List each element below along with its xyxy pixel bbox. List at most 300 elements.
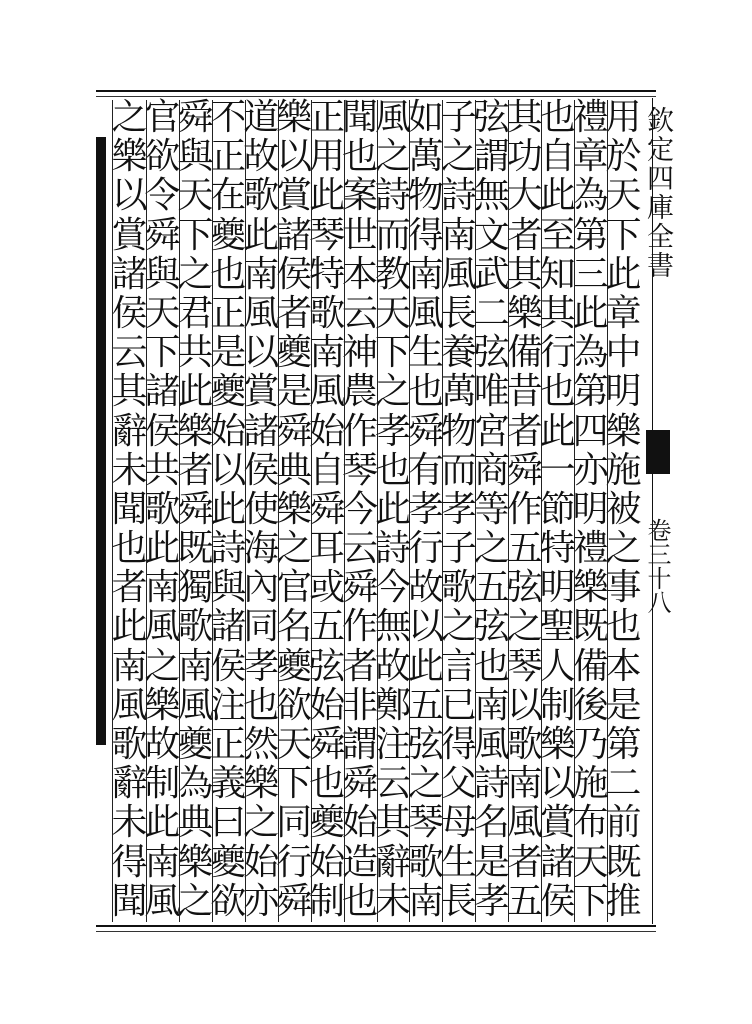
glyph: 舜 [276, 410, 313, 452]
glyph: 注 [210, 684, 247, 726]
glyph: 舜 [506, 449, 543, 491]
glyph: 五 [473, 567, 510, 609]
glyph: 歌 [309, 292, 346, 334]
glyph: 謂 [342, 724, 379, 765]
glyph: 也 [111, 528, 148, 570]
glyph: 未 [374, 880, 411, 922]
glyph: 之 [374, 136, 411, 178]
glyph: 聞 [111, 880, 148, 922]
glyph: 之 [374, 371, 411, 413]
glyph: 其 [374, 802, 411, 844]
glyph: 典 [276, 449, 313, 491]
glyph: 者 [342, 645, 379, 687]
glyph: 三 [572, 253, 609, 295]
glyph: 官 [276, 567, 313, 609]
glyph: 章 [605, 292, 642, 334]
glyph: 風 [309, 371, 346, 413]
glyph: 夔 [210, 214, 247, 256]
glyph: 樂 [605, 410, 642, 452]
glyph: 非 [342, 684, 379, 726]
glyph: 下 [177, 214, 214, 256]
glyph: 南 [309, 332, 346, 374]
glyph: 風 [111, 684, 148, 726]
glyph: 以 [539, 763, 576, 805]
glyph: 賞 [243, 371, 280, 413]
glyph: 樂 [276, 488, 313, 530]
glyph: 南 [473, 684, 510, 726]
glyph: 天 [276, 724, 313, 765]
glyph: 此 [243, 214, 280, 256]
glyph: 明 [539, 567, 576, 609]
glyph: 侯 [210, 645, 247, 687]
glyph: 第 [605, 724, 642, 765]
glyph: 歌 [506, 724, 543, 765]
glyph: 夔 [309, 802, 346, 844]
glyph: 始 [309, 841, 346, 883]
glyph: 聞 [342, 97, 379, 138]
glyph: 二 [473, 292, 510, 334]
glyph: 用 [605, 97, 642, 138]
glyph: 萬 [440, 371, 477, 413]
glyph: 節 [539, 488, 576, 530]
glyph: 侯 [539, 880, 576, 922]
glyph: 亦 [243, 880, 280, 922]
glyph: 功 [506, 136, 543, 178]
glyph: 同 [276, 802, 313, 844]
glyph: 教 [374, 253, 411, 295]
glyph: 之 [243, 802, 280, 844]
glyph: 生 [440, 841, 477, 883]
glyph: 也 [309, 763, 346, 805]
glyph: 也 [407, 371, 444, 413]
glyph: 未 [111, 449, 148, 491]
glyph: 昔 [506, 371, 543, 413]
glyph: 諸 [539, 841, 576, 883]
glyph: 詩 [210, 528, 247, 570]
glyph: 子 [440, 97, 477, 138]
glyph: 造 [342, 841, 379, 883]
glyph: 也 [243, 684, 280, 726]
glyph: 賞 [111, 214, 148, 256]
glyph: 也 [342, 136, 379, 178]
glyph: 後 [572, 684, 609, 726]
fishtail-mark [646, 430, 670, 474]
glyph: 風 [473, 724, 510, 765]
glyph: 獨 [177, 567, 214, 609]
glyph: 其 [111, 371, 148, 413]
glyph: 特 [539, 528, 576, 570]
glyph: 此 [309, 175, 346, 217]
glyph: 令 [144, 175, 181, 217]
glyph: 此 [177, 371, 214, 413]
glyph: 行 [407, 528, 444, 570]
glyph: 歌 [440, 567, 477, 609]
glyph: 禮 [572, 528, 609, 570]
glyph: 南 [177, 645, 214, 687]
glyph: 聖 [539, 606, 576, 648]
glyph: 於 [605, 136, 642, 178]
glyph: 故 [407, 567, 444, 609]
glyph: 海 [243, 528, 280, 570]
glyph: 下 [605, 214, 642, 256]
glyph: 言 [440, 645, 477, 687]
glyph: 為 [572, 332, 609, 374]
glyph: 也 [539, 371, 576, 413]
glyph: 也 [539, 97, 576, 138]
glyph: 風 [440, 253, 477, 295]
glyph: 被 [605, 488, 642, 530]
glyph: 孝 [374, 410, 411, 452]
glyph: 之 [440, 136, 477, 178]
glyph: 典 [177, 802, 214, 844]
glyph: 前 [605, 802, 642, 844]
glyph: 南 [243, 253, 280, 295]
glyph: 而 [440, 449, 477, 491]
glyph: 以 [243, 332, 280, 374]
glyph: 以 [111, 175, 148, 217]
glyph: 自 [539, 136, 576, 178]
glyph: 欲 [276, 684, 313, 726]
glyph: 行 [276, 841, 313, 883]
glyph: 之 [177, 880, 214, 922]
glyph: 舜 [342, 763, 379, 805]
glyph: 者 [506, 410, 543, 452]
glyph: 者 [111, 567, 148, 609]
glyph: 夔 [276, 645, 313, 687]
glyph: 既 [177, 528, 214, 570]
glyph: 侯 [276, 253, 313, 295]
glyph: 也 [605, 606, 642, 648]
glyph: 共 [177, 332, 214, 374]
glyph: 或 [309, 567, 346, 609]
glyph: 未 [111, 802, 148, 844]
glyph: 備 [506, 332, 543, 374]
glyph: 今 [342, 488, 379, 530]
glyph: 侯 [144, 410, 181, 452]
glyph: 樂 [177, 841, 214, 883]
top-border-line [96, 90, 656, 92]
glyph: 者 [506, 214, 543, 256]
glyph: 詩 [374, 175, 411, 217]
glyph: 欲 [210, 880, 247, 922]
glyph: 此 [605, 253, 642, 295]
glyph: 神 [342, 332, 379, 374]
glyph: 欲 [144, 136, 181, 178]
glyph: 以 [407, 606, 444, 648]
glyph: 名 [473, 802, 510, 844]
glyph: 與 [210, 567, 247, 609]
glyph: 一 [539, 449, 576, 491]
glyph: 至 [539, 214, 576, 256]
glyph: 備 [572, 645, 609, 687]
glyph: 禮 [572, 97, 609, 138]
glyph: 事 [605, 567, 642, 609]
left-binding-bar [96, 137, 106, 745]
glyph: 弦 [473, 606, 510, 648]
glyph: 行 [539, 332, 576, 374]
glyph: 武 [473, 253, 510, 295]
collection-title: 欽定四庫全書 [642, 106, 673, 280]
glyph: 孝 [243, 645, 280, 687]
glyph: 詩 [473, 763, 510, 805]
glyph: 以 [210, 449, 247, 491]
glyph: 故 [374, 645, 411, 687]
glyph: 始 [309, 410, 346, 452]
glyph: 云 [111, 332, 148, 374]
glyph: 歌 [111, 724, 148, 765]
glyph: 父 [440, 763, 477, 805]
glyph: 唯 [473, 371, 510, 413]
glyph: 農 [342, 371, 379, 413]
glyph: 夔 [210, 841, 247, 883]
glyph: 如 [407, 97, 444, 138]
glyph: 有 [407, 449, 444, 491]
glyph: 風 [407, 292, 444, 334]
glyph: 者 [276, 292, 313, 334]
glyph: 者 [506, 841, 543, 883]
glyph: 官 [144, 97, 181, 138]
glyph: 舜 [177, 488, 214, 530]
glyph: 宮 [473, 410, 510, 452]
glyph: 與 [144, 253, 181, 295]
glyph: 下 [144, 332, 181, 374]
glyph: 得 [111, 841, 148, 883]
glyph: 為 [572, 175, 609, 217]
glyph: 長 [440, 880, 477, 922]
glyph: 本 [605, 645, 642, 687]
glyph: 賞 [276, 175, 313, 217]
glyph: 諸 [144, 371, 181, 413]
glyph: 詩 [440, 175, 477, 217]
glyph: 風 [243, 292, 280, 334]
glyph: 無 [473, 175, 510, 217]
glyph: 等 [473, 488, 510, 530]
glyph: 同 [243, 606, 280, 648]
glyph: 既 [605, 841, 642, 883]
glyph: 也 [374, 449, 411, 491]
glyph: 名 [276, 606, 313, 648]
glyph: 內 [243, 567, 280, 609]
glyph: 天 [572, 841, 609, 883]
glyph: 物 [407, 175, 444, 217]
glyph: 孝 [440, 488, 477, 530]
glyph: 亦 [572, 449, 609, 491]
glyph: 得 [440, 724, 477, 765]
glyph: 布 [572, 802, 609, 844]
glyph: 之 [605, 528, 642, 570]
glyph: 其 [539, 292, 576, 334]
glyph: 天 [177, 175, 214, 217]
glyph: 孝 [473, 880, 510, 922]
glyph: 歌 [177, 606, 214, 648]
glyph: 而 [374, 214, 411, 256]
glyph: 孝 [407, 488, 444, 530]
glyph: 始 [342, 802, 379, 844]
glyph: 樂 [539, 724, 576, 765]
glyph: 樂 [177, 410, 214, 452]
glyph: 之 [111, 97, 148, 138]
glyph: 自 [309, 449, 346, 491]
glyph: 舜 [309, 488, 346, 530]
glyph: 風 [506, 802, 543, 844]
glyph: 第 [572, 214, 609, 256]
glyph: 南 [111, 645, 148, 687]
glyph: 為 [177, 763, 214, 805]
glyph: 風 [144, 880, 181, 922]
glyph: 之 [440, 606, 477, 648]
glyph: 用 [309, 136, 346, 178]
glyph: 五 [309, 606, 346, 648]
glyph: 此 [210, 488, 247, 530]
glyph: 風 [144, 606, 181, 648]
glyph: 商 [473, 449, 510, 491]
glyph: 云 [342, 528, 379, 570]
glyph: 南 [407, 253, 444, 295]
glyph: 樂 [111, 136, 148, 178]
glyph: 始 [243, 841, 280, 883]
glyph: 此 [111, 606, 148, 648]
glyph: 生 [407, 332, 444, 374]
glyph: 世 [342, 214, 379, 256]
glyph: 五 [506, 528, 543, 570]
glyph: 其 [506, 97, 543, 138]
glyph: 侯 [111, 292, 148, 334]
glyph: 此 [539, 175, 576, 217]
glyph: 侯 [243, 449, 280, 491]
glyph: 然 [243, 724, 280, 765]
glyph: 在 [210, 175, 247, 217]
glyph: 夔 [276, 332, 313, 374]
glyph: 弦 [473, 97, 510, 138]
bottom-border-inner-line [96, 931, 656, 932]
glyph: 乃 [572, 724, 609, 765]
glyph: 風 [177, 684, 214, 726]
glyph: 與 [177, 136, 214, 178]
glyph: 二 [605, 763, 642, 805]
glyph: 母 [440, 802, 477, 844]
glyph: 下 [572, 880, 609, 922]
glyph: 諸 [111, 253, 148, 295]
glyph: 云 [374, 763, 411, 805]
glyph: 長 [440, 292, 477, 334]
glyph: 琴 [407, 802, 444, 844]
glyph: 正 [210, 724, 247, 765]
glyph: 弦 [309, 645, 346, 687]
glyph: 明 [572, 488, 609, 530]
glyph: 琴 [342, 449, 379, 491]
glyph: 鄭 [374, 684, 411, 726]
glyph: 之 [177, 253, 214, 295]
glyph: 賞 [539, 802, 576, 844]
glyph: 此 [407, 645, 444, 687]
glyph: 辭 [111, 410, 148, 452]
glyph: 弦 [506, 567, 543, 609]
glyph: 其 [506, 253, 543, 295]
glyph: 樂 [572, 567, 609, 609]
glyph: 不 [210, 97, 247, 138]
glyph: 南 [506, 763, 543, 805]
glyph: 既 [572, 606, 609, 648]
glyph: 樂 [276, 97, 313, 138]
glyph: 得 [407, 214, 444, 256]
glyph: 諸 [276, 214, 313, 256]
glyph: 曰 [210, 802, 247, 844]
glyph: 此 [572, 292, 609, 334]
glyph: 弦 [473, 332, 510, 374]
glyph: 天 [374, 292, 411, 334]
glyph: 天 [144, 292, 181, 334]
glyph: 道 [243, 97, 280, 138]
glyph: 樂 [506, 292, 543, 334]
glyph: 之 [506, 606, 543, 648]
glyph: 無 [374, 606, 411, 648]
glyph: 南 [144, 567, 181, 609]
glyph: 舜 [342, 567, 379, 609]
glyph: 南 [144, 841, 181, 883]
glyph: 大 [506, 175, 543, 217]
glyph: 第 [572, 371, 609, 413]
glyph: 義 [210, 763, 247, 805]
glyph: 之 [276, 528, 313, 570]
glyph: 施 [572, 763, 609, 805]
glyph: 養 [440, 332, 477, 374]
glyph: 也 [342, 880, 379, 922]
glyph: 此 [539, 410, 576, 452]
glyph: 夔 [210, 371, 247, 413]
glyph: 始 [210, 410, 247, 452]
glyph: 知 [539, 253, 576, 295]
glyph: 者 [177, 449, 214, 491]
glyph: 下 [374, 332, 411, 374]
glyph: 中 [605, 332, 642, 374]
glyph: 制 [144, 763, 181, 805]
glyph: 辭 [374, 841, 411, 883]
glyph: 聞 [111, 488, 148, 530]
glyph: 耳 [309, 528, 346, 570]
glyph: 正 [210, 136, 247, 178]
glyph: 風 [374, 97, 411, 138]
glyph: 琴 [309, 214, 346, 256]
glyph: 故 [144, 724, 181, 765]
glyph: 之 [144, 645, 181, 687]
glyph: 樂 [144, 684, 181, 726]
glyph: 是 [473, 841, 510, 883]
glyph: 物 [440, 410, 477, 452]
glyph: 正 [210, 292, 247, 334]
glyph: 之 [407, 763, 444, 805]
glyph: 特 [309, 253, 346, 295]
glyph: 此 [144, 528, 181, 570]
glyph: 辭 [111, 763, 148, 805]
glyph: 明 [605, 371, 642, 413]
glyph: 歌 [243, 175, 280, 217]
glyph: 夔 [177, 724, 214, 765]
glyph: 謂 [473, 136, 510, 178]
glyph: 之 [473, 528, 510, 570]
glyph: 今 [374, 567, 411, 609]
glyph: 正 [309, 97, 346, 138]
glyph: 舜 [407, 410, 444, 452]
glyph: 也 [473, 645, 510, 687]
glyph: 此 [374, 488, 411, 530]
glyph: 五 [506, 880, 543, 922]
glyph: 文 [473, 214, 510, 256]
glyph: 南 [407, 880, 444, 922]
glyph: 以 [506, 684, 543, 726]
glyph: 四 [572, 410, 609, 452]
glyph: 作 [342, 410, 379, 452]
glyph: 舜 [276, 880, 313, 922]
